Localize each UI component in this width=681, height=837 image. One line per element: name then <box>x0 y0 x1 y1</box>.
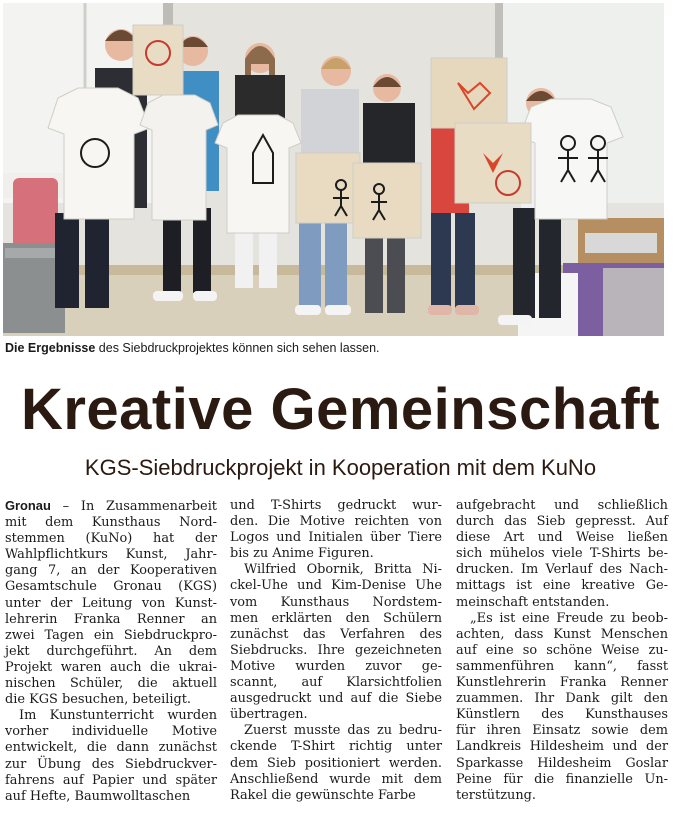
article-line: zwei Tagen ein Siebdruckpro- <box>5 627 217 643</box>
article-line: sich mühelos viele T-Shirts be- <box>456 546 668 562</box>
article-line: sammenführen kann“, fasst <box>456 658 668 674</box>
article-line: zur Übung des Siebdruckver- <box>5 756 217 772</box>
article-line: diese Art und Weise ließen <box>456 530 668 546</box>
article-line: für ihren Einsatz sowie dem <box>456 723 668 739</box>
article-line: Zuerst musste das zu bedru- <box>244 723 442 739</box>
article-line: ckende T-Shirt richtig unter <box>230 739 442 755</box>
article-line: zuammen. Ihr Dank gilt den <box>456 691 668 707</box>
article-line: lehrerin Franka Renner an <box>5 611 217 627</box>
article-line: Landkreis Hildesheim und der <box>456 739 668 755</box>
photo-caption <box>5 341 665 355</box>
article-line: Sparkasse Hildesheim Goslar <box>456 755 668 771</box>
headline: Kreative Gemeinschaft <box>20 377 661 442</box>
article-line: Im Kunstunterricht wurden <box>19 708 217 724</box>
article-line: ckel-Uhe und Kim-Denise Uhe <box>230 578 442 594</box>
article-line: übertragen. <box>230 707 308 723</box>
article-line: Wilfried Obornik, Britta Ni- <box>244 562 442 578</box>
article-line: Siebdrucks. Ihre gezeichneten <box>230 642 442 658</box>
article-line: Peine für die finanzielle Un- <box>456 771 668 787</box>
article-line: Anschließend wurde mit dem <box>230 771 442 787</box>
article-line: Projekt waren auch die ukrai- <box>5 659 217 675</box>
article-line: entwickelt, die dann zunächst <box>5 740 217 756</box>
article-line: jekt durchgeführt. An dem <box>5 643 217 659</box>
article-line: vorher individuelle Motive <box>5 724 217 740</box>
article-line: die KGS besuchen, beteiligt. <box>5 692 191 708</box>
article-line: bis zu Anime Figuren. <box>230 546 374 562</box>
article-line: achten, dass Kunst Menschen <box>456 626 668 642</box>
article-column-3 <box>456 498 668 804</box>
article-line: mittags ist eine kreative Ge- <box>456 578 668 594</box>
dateline: Gronau <box>5 498 51 513</box>
article-line: Logos und Initialen über Tiere <box>230 530 442 546</box>
article-line: und T-Shirts gedruckt wur- <box>230 498 442 513</box>
article-line: auf eine so schöne Weise zu- <box>456 642 668 658</box>
article-line: den. Die Motive reichten von <box>230 514 442 530</box>
group-photo-icon <box>3 3 664 336</box>
article-line: aufgebracht und schließlich <box>456 498 668 513</box>
article-line: unter der Leitung von Kunst- <box>5 595 217 611</box>
article-line: zunächst das Verfahren des <box>230 626 442 642</box>
article-line <box>5 498 217 515</box>
article-line: ausgedruckt und auf die Siebe <box>230 691 442 707</box>
article-line: dem Sieb positioniert werden. <box>230 755 442 771</box>
article-line: scannt, auf Klarsichtfolien <box>230 675 442 691</box>
article-line: Künstlern des Kunsthauses <box>456 707 668 723</box>
article-column-1 <box>5 498 217 805</box>
article-line: drucken. Im Verlauf des Nach- <box>456 562 668 578</box>
caption-bold: Die Ergebnisse <box>5 341 96 355</box>
article-line: men erklärten den Schülern <box>230 610 442 626</box>
article-line: Motive wurden zuvor ge- <box>230 658 442 674</box>
article-line: terstützung. <box>456 787 536 803</box>
article-line: auf Hefte, Baumwolltaschen <box>5 788 191 804</box>
caption-text: des Siebdruckprojektes können sich sehen lassen. <box>95 341 380 355</box>
article-line: Rakel die gewünschte Farbe <box>230 787 416 803</box>
article-line: Gesamtschule Gronau (KGS) <box>5 579 217 595</box>
article-line: Kunstlehrerin Franka Renner <box>456 675 668 691</box>
article-line: gang 7, an der Kooperativen <box>5 563 217 579</box>
article-line-text: – In Zusammenarbeit <box>50 499 217 514</box>
article-line: stemmen (KuNo) hat der <box>5 531 217 547</box>
article-line: nischen Schüler, die aktuell <box>5 676 217 692</box>
article-photo <box>3 3 664 336</box>
article-line: mit dem Kunsthaus Nord- <box>5 515 217 531</box>
article-column-2 <box>230 498 442 804</box>
article-line: vom Kunsthaus Nordstem- <box>230 594 442 610</box>
article-line: fahrens auf Papier und später <box>5 772 217 788</box>
subheadline: KGS-Siebdruckprojekt in Kooperation mit dem KuNo <box>84 455 597 480</box>
article-line: durch das Sieb gepresst. Auf <box>456 514 668 530</box>
article-line: meinschaft entstanden. <box>456 594 610 610</box>
article-line: „Es ist eine Freude zu beob- <box>470 610 668 626</box>
article-line: Wahlpflichtkurs Kunst, Jahr- <box>5 547 217 563</box>
